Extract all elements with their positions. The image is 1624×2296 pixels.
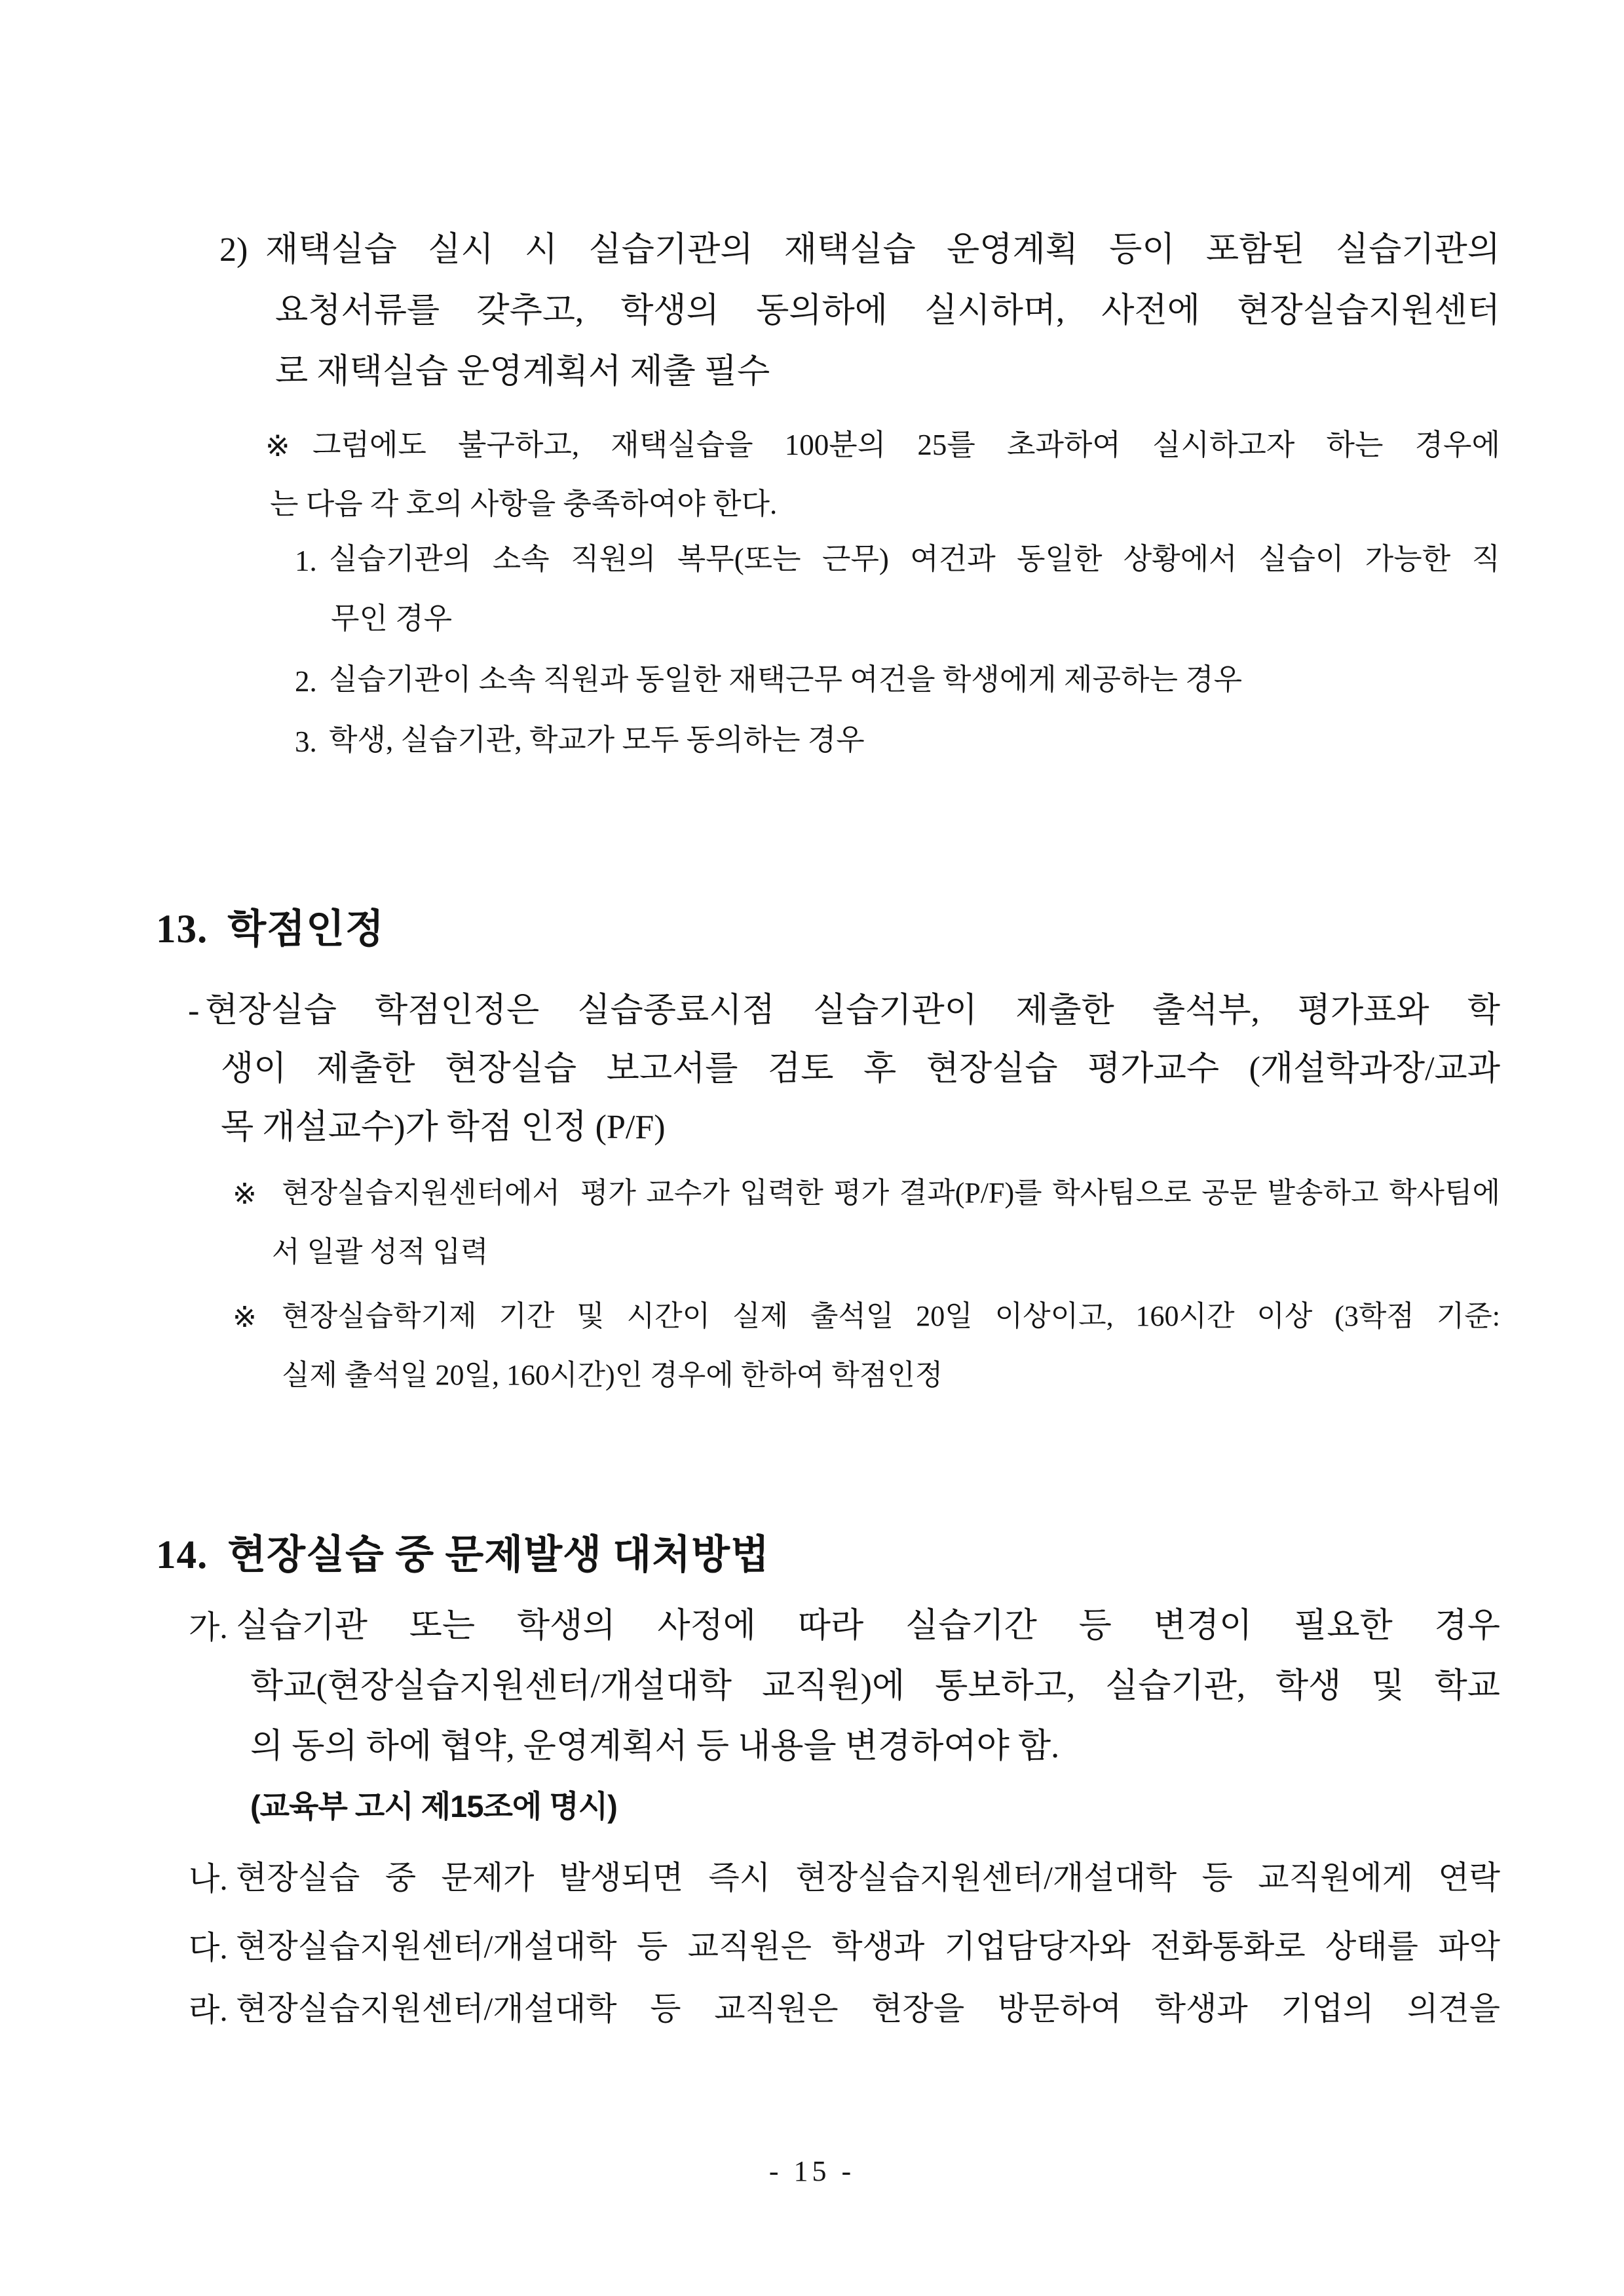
- list-item-marker: 다.: [189, 1930, 228, 1966]
- page-number: - 15 -: [768, 2155, 856, 2187]
- list-item-marker: 1.: [295, 545, 317, 577]
- reference-mark-icon: ※: [233, 1178, 257, 1210]
- body-line: 생이 제출한 현장실습 보고서를 검토 후 현장실습 평가교수 (개설학과장/교과: [221, 1050, 1500, 1088]
- bold-note-line: (교육부 고시 제15조에 명시): [250, 1789, 617, 1824]
- note-line: 현장실습지원센터에서 평가 교수가 입력한 평가 결과(P/F)를 학사팀으로 공문 발송하고 학사팀에: [282, 1177, 1500, 1209]
- section-title: 학점인정: [227, 908, 385, 951]
- note-line: 무인 경우: [331, 602, 453, 635]
- section-heading: [156, 1533, 770, 1577]
- list-item-marker: 가.: [189, 1609, 228, 1645]
- body-line: 요청서류를 갖추고, 학생의 동의하에 실시하며, 사전에 현장실습지원센터: [275, 292, 1500, 330]
- note-line: 실습기관이 소속 직원과 동일한 재택근무 여건을 학생에게 제공하는 경우: [329, 663, 1243, 696]
- body-line: 현장실습지원센터/개설대학 등 교직원은 현장을 방문하여 학생과 기업의 의견을: [236, 1991, 1500, 2027]
- section-heading: [156, 908, 385, 951]
- body-line: 로 재택실습 운영계획서 제출 필수: [275, 353, 770, 391]
- list-item-marker: -: [188, 992, 200, 1029]
- note-line: 그럼에도 불구하고, 재택실습을 100분의 25를 초과하여 실시하고자 하는 경우에: [312, 429, 1500, 461]
- section-number: 13.: [156, 908, 208, 951]
- body-line: 학교(현장실습지원센터/개설대학 교직원)에 통보하고, 실습기관, 학생 및 학교: [250, 1668, 1500, 1705]
- note-line: 학생, 실습기관, 학교가 모두 동의하는 경우: [329, 723, 865, 756]
- body-line: 실습기관 또는 학생의 사정에 따라 실습기간 등 변경이 필요한 경우: [236, 1607, 1500, 1645]
- list-item-marker: 나.: [189, 1861, 228, 1897]
- note-line: 실제 출석일 20일, 160시간)인 경우에 한하여 학점인정: [282, 1359, 943, 1391]
- reference-mark-icon: ※: [233, 1301, 257, 1333]
- section-title: 현장실습 중 문제발생 대처방법: [227, 1533, 770, 1577]
- note-line: 서 일괄 성적 입력: [272, 1236, 489, 1268]
- note-line: 현장실습학기제 기간 및 시간이 실제 출석일 20일 이상이고, 160시간 이상 (3학점 기준:: [282, 1300, 1500, 1332]
- list-item-marker: 2): [219, 231, 248, 269]
- list-item-marker: 3.: [295, 725, 317, 758]
- reference-mark-icon: ※: [265, 430, 290, 463]
- list-item-marker: 2.: [295, 665, 317, 698]
- note-line: 실습기관의 소속 직원의 복무(또는 근무) 여건과 동일한 상황에서 실습이 가능한 직: [329, 543, 1500, 575]
- list-item-marker: 라.: [189, 1992, 228, 2028]
- body-line: 현장실습 학점인정은 실습종료시점 실습기관이 제출한 출석부, 평가표와 학: [205, 992, 1500, 1029]
- body-line: 재택실습 실시 시 실습기관의 재택실습 운영계획 등이 포함된 실습기관의: [265, 231, 1500, 269]
- note-line: 는 다음 각 호의 사항을 충족하여야 한다.: [270, 488, 778, 520]
- body-line: 목 개설교수)가 학점 인정 (P/F): [221, 1109, 666, 1146]
- body-line: 의 동의 하에 협약, 운영계획서 등 내용을 변경하여야 함.: [250, 1728, 1060, 1765]
- section-number: 14.: [156, 1533, 208, 1577]
- body-line: 현장실습 중 문제가 발생되면 즉시 현장실습지원센터/개설대학 등 교직원에게 연락: [236, 1860, 1500, 1896]
- body-line: 현장실습지원센터/개설대학 등 교직원은 학생과 기업담당자와 전화통화로 상태를 파악: [236, 1928, 1500, 1964]
